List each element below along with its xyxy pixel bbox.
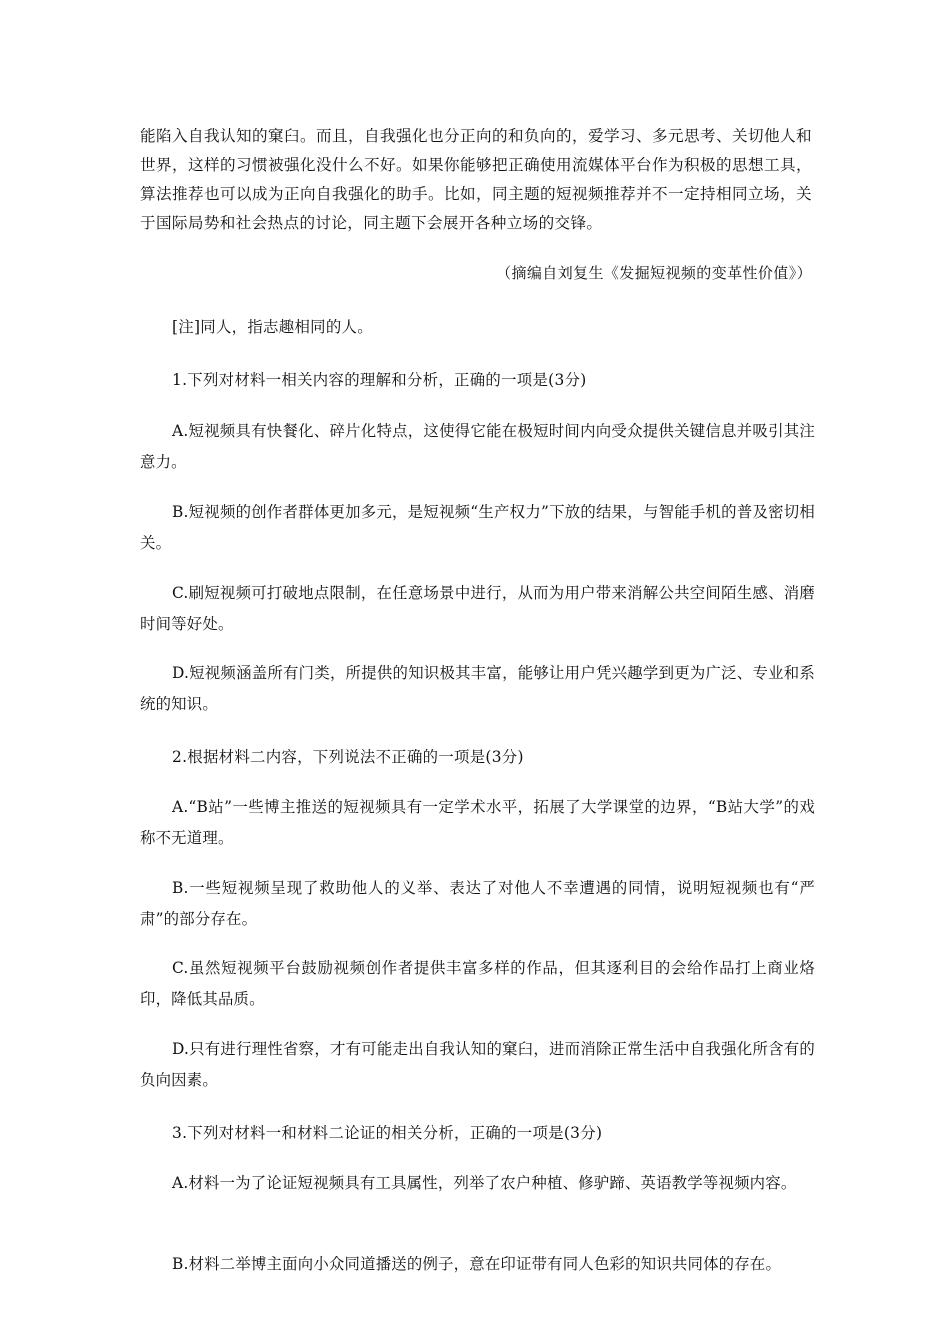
passage-source: （摘编自刘复生《发掘短视频的变革性价值》） <box>496 264 812 282</box>
question-3-option-b: B.材料二举博主面向小众同道播送的例子，意在印证带有同人色彩的知识共同体的存在。 <box>172 1255 782 1273</box>
question-2-option-c: C.虽然短视频平台鼓励视频创作者提供丰富多样的作品，但其逐利目的会给作品打上商业烙印，降低其品质。 <box>140 959 815 1008</box>
question-1-option-c: C.刷短视频可打破地点限制，在任意场景中进行，从而为用户带来消解公共空间陌生感、消磨时间等好处。 <box>140 584 815 633</box>
question-3-option-a: A.材料一为了论证短视频具有工具属性，列举了农户种植、修驴蹄、英语教学等视频内容。 <box>172 1174 797 1192</box>
question-3-stem: 3.下列对材料一和材料二论证的相关分析，正确的一项是(3分) <box>172 1124 603 1142</box>
question-2-option-a: A.“B站”一些博主推送的短视频具有一定学术水平，拓展了大学课堂的边界，“B站大学”的戏称不无道理。 <box>140 798 815 847</box>
question-2-option-b: B.一些短视频呈现了救助他人的义举、表达了对他人不幸遭遇的同情，说明短视频也有“严肃”的部分存在。 <box>140 879 815 928</box>
question-1-option-b: B.短视频的创作者群体更加多元，是短视频“生产权力”下放的结果，与智能手机的普及密切相关。 <box>140 503 815 552</box>
question-2-stem: 2.根据材料二内容，下列说法不正确的一项是(3分) <box>172 748 524 766</box>
question-2-option-d: D.只有进行理性省察，才有可能走出自我认知的窠臼，进而消除正常生活中自我强化所含有的负向因素。 <box>140 1040 815 1089</box>
question-1-option-a: A.短视频具有快餐化、碎片化特点，这使得它能在极短时间内向受众提供关键信息并吸引其注意力。 <box>140 422 815 471</box>
passage-continuation: 能陷入自我认知的窠臼。而且，自我强化也分正向的和负向的，爱学习、多元思考、关切他人和世界，这样的习惯被强化没什么不好。如果你能够把正确使用流媒体平台作为积极的思想工具，算法推荐也可以成为正向自我强化的助手。比如，同主题的短视频推荐并不一定持相同立场，关于国际局势和社会热点的讨论，同主题下会展开各种立场的交锋。 <box>140 127 812 232</box>
question-1-option-d: D.短视频涵盖所有门类，所提供的知识极其丰富，能够让用户凭兴趣学到更为广泛、专业和系统的知识。 <box>140 664 815 713</box>
passage-note: [注]同人，指志趣相同的人。 <box>172 318 373 336</box>
question-1-stem: 1.下列对材料一相关内容的理解和分析，正确的一项是(3分) <box>172 371 587 389</box>
